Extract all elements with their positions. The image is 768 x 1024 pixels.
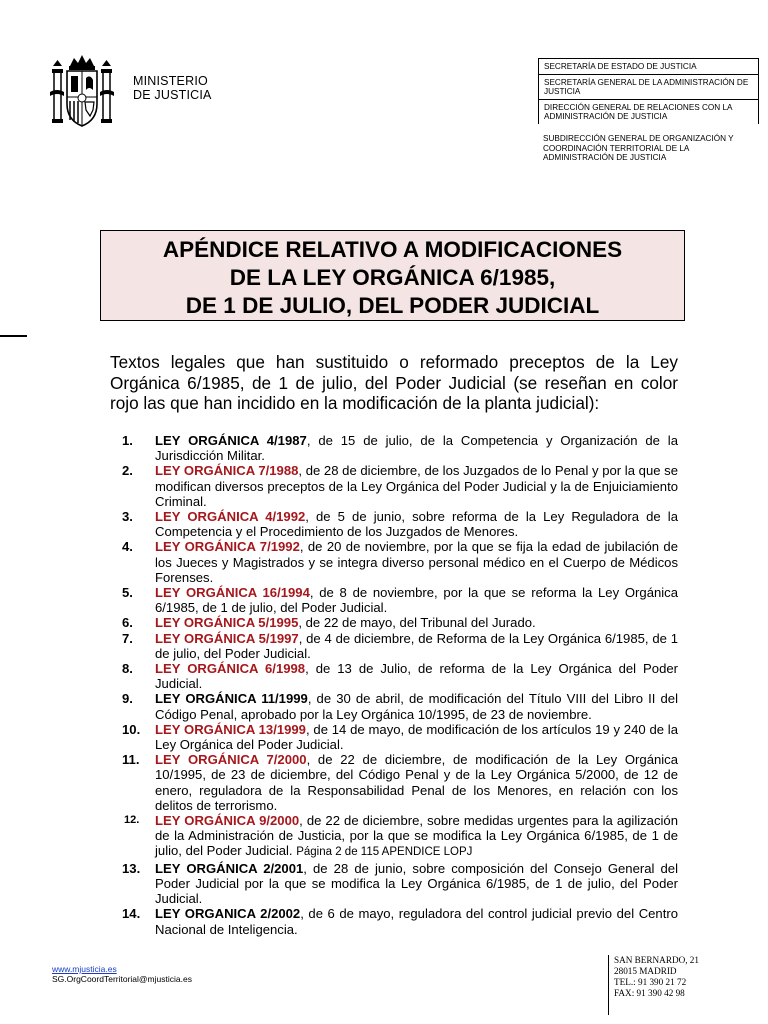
law-name: LEY ORGÁNICA 7/1988 [155,463,299,479]
law-number: 11. [122,752,140,768]
law-description: , de 5 de junio, sobre reforma de la Ley Reguladora de la Competencia y el Procedimiento de los Juzgados de Menores. [155,509,678,540]
title-line-1: APÉNDICE RELATIVO A MODIFICACIONES [162,237,623,262]
organization-boxes [538,58,759,163]
law-name: LEY ORGÁNICA 7/1992 [155,539,300,555]
law-item [110,752,678,813]
law-number: 2. [122,463,133,479]
footer-contact [52,964,192,984]
address-street: SAN BERNARDO, 21 [614,955,699,965]
law-description: , de 6 de mayo, reguladora del control judicial previo del Centro Nacional de Inteligencia. [155,906,678,937]
ministry-line-2: DE JUSTICIA [133,88,212,102]
law-number: 6. [122,615,133,631]
law-item [110,631,678,661]
law-description: , de 8 de noviembre, por la que se reforma la Ley Orgánica 6/1985, de 1 de julio, del Poder Judicial. [155,585,678,616]
address-city: 28015 MADRID [614,966,677,976]
document-title [100,230,685,321]
law-description: , de 28 de junio, sobre composición del Consejo General del Poder Judicial por la que se modifica la Ley Orgánica 6/1985, de 1 de julio, del Poder Judicial. [155,860,678,907]
law-number: 8. [122,661,133,677]
law-description: , de 28 de diciembre, de los Juzgados de lo Penal y por la que se modifican diversos preceptos de la Ley Orgánica del Poder Judicial y la de Enjuiciamiento Criminal. [155,463,678,509]
law-name: LEY ORGÁNICA 11/1999 [155,691,308,707]
ministry-name [133,74,212,102]
law-name: LEY ORGÁNICA 6/1998 [155,661,306,677]
law-name: LEY ORGANICA 2/2002 [155,906,301,922]
website-link[interactable]: www.mjusticia.es [52,964,117,974]
law-item [110,463,678,509]
law-number: 13. [122,860,141,876]
law-description: , de 13 de Julio, de reforma de la Ley Orgánica del Poder Judicial. [155,661,679,692]
law-description: , de 4 de diciembre, de Reforma de la Ley Orgánica 6/1985, de 1 de julio, del Poder Judicial. [155,630,678,661]
address-fax: FAX: 91 390 42 98 [614,988,685,998]
law-item [110,433,678,463]
law-description: , de 22 de diciembre, sobre medidas urgentes para la agilización de la Administración de Justicia, por la que se modifica la Ley Orgánica 6/1985, de 1 de julio, del Poder Judicial. [155,813,678,859]
law-list [110,433,678,937]
page-note: Página 2 de 115 APENDICE LOPJ [296,846,473,859]
law-item [110,691,678,721]
law-name: LEY ORGÁNICA 16/1994 [155,585,310,601]
law-item [110,615,678,630]
margin-mark [0,335,27,337]
law-item [110,585,678,615]
law-item [110,661,678,691]
org-box-direccion-general: DIRECCIÓN GENERAL DE RELACIONES CON LA ADMINISTRACIÓN DE JUSTICIA [538,99,759,124]
law-item [110,906,678,936]
law-item [110,539,678,585]
law-name: LEY ORGÁNICA 5/1995 [155,615,299,631]
law-item [110,813,678,861]
law-number: 1. [122,433,133,448]
law-description: , de 20 de noviembre, por la que se fija la edad de jubilación de los Jueces y Magistrados y se integra diverso personal médico en el Cuerpo de Médicos Forenses. [155,539,678,585]
law-name: LEY ORGÁNICA 2/2001 [155,860,304,876]
law-number: 14. [122,906,141,922]
org-box-secretaria-general: SECRETARÍA GENERAL DE LA ADMINISTRACIÓN DE JUSTICIA [538,74,759,99]
law-number: 12. [124,814,140,827]
footer-divider [608,955,609,1015]
law-name: LEY ORGÁNICA 13/1999 [155,721,306,737]
title-line-3: DE 1 DE JULIO, DEL PODER JUDICIAL [185,293,600,318]
law-number: 5. [122,585,133,601]
address-tel: TEL.: 91 390 21 72 [614,977,687,987]
law-description: , de 15 de julio, de la Competencia y Organización de la Jurisdicción Militar. [155,433,678,464]
law-name: LEY ORGÁNICA 5/1997 [155,630,299,646]
coat-of-arms-icon [50,52,114,132]
law-name: LEY ORGÁNICA 4/1992 [155,509,306,525]
law-item [110,722,678,752]
law-item [110,509,678,539]
subdireccion-label: SUBDIRECCIÓN GENERAL DE ORGANIZACIÓN Y COORDINACIÓN TERRITORIAL DE LA ADMINISTRACIÓN DE JUSTICIA [543,133,734,163]
law-name: LEY ORGÁNICA 4/1987 [155,433,307,448]
law-name: LEY ORGÁNICA 9/2000 [155,813,300,829]
law-description: , de 22 de diciembre, de modificación de la Ley Orgánica 10/1995, de 23 de diciembre, del Código Penal y de la Ley Orgánica 5/2000, de 12 de enero, reguladora de la Responsabilidad Penal de los Menores, en relación con los delitos de terrorismo. [155,752,678,813]
ministry-line-1: MINISTERIO [133,74,208,88]
law-item [110,861,678,907]
law-number: 9. [122,691,133,707]
intro-paragraph: Textos legales que han sustituido o reformado preceptos de la Ley Orgánica 6/1985, de 1 de julio, del Poder Judicial (se reseñan en color rojo las que han incidido en la modificación de la planta judicial): [110,352,678,413]
org-box-secretaria-estado: SECRETARÍA DE ESTADO DE JUSTICIA [538,58,759,74]
email-address[interactable]: SG.OrgCoordTerritorial@mjusticia.es [52,974,192,984]
law-number: 4. [122,539,133,555]
law-number: 10. [122,721,141,737]
law-description: , de 30 de abril, de modificación del Título VIII del Libro II del Código Penal, aprobado por la Ley Orgánica 10/1995, de 23 de noviembre. [155,691,678,722]
law-number: 3. [122,509,133,525]
law-name: LEY ORGÁNICA 7/2000 [155,752,307,768]
law-description: , de 14 de mayo, de modificación de los artículos 19 y 240 de la Ley Orgánica del Poder Judicial. [155,721,678,753]
law-number: 7. [122,630,133,646]
title-line-2: DE LA LEY ORGÁNICA 6/1985, [229,265,556,290]
footer-address [614,955,699,999]
law-description: , de 22 de mayo, del Tribunal del Jurado. [298,615,536,631]
